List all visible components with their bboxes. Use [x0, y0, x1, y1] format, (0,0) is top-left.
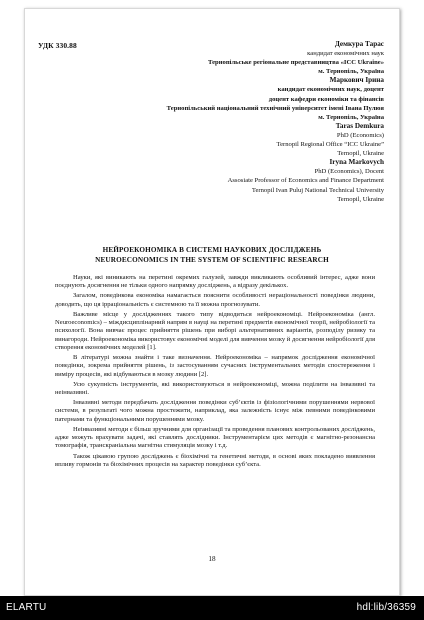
author-line: Taras Demkura: [335, 121, 384, 130]
handle-label: hdl:lib/36359: [356, 602, 416, 613]
body-paragraph: Загалом, поведінкова економіка намагається пояснити особливості нераціональності поведінки людини, доводить, що ця ірраціональність є системною та її можна прогнозувати.: [55, 292, 375, 308]
article-title-ukrainian: НЕЙРОЕКОНОМІКА В СИСТЕМІ НАУКОВИХ ДОСЛІДЖЕНЬ: [102, 246, 322, 254]
author-line: м. Тернопіль, Україна: [318, 113, 384, 121]
author-line: Ternopil, Ukraine: [337, 150, 384, 158]
author-line: Assosiate Professor of Economics and Finance Department: [227, 177, 384, 185]
author-line: Ternopil Regional Office “ICC Ukraine”: [276, 141, 384, 149]
author-line: Тернопільське регіональне представництва «ICC Ukraine»: [207, 59, 384, 67]
author-line: PhD (Economics), Docent: [314, 168, 384, 176]
viewer-footer-bar: [0, 596, 424, 620]
author-line: Ternopil, Ukraine: [337, 195, 384, 203]
article-title-english: NEUROECONOMICS IN THE SYSTEM OF SCIENTIFIC RESEARCH: [95, 256, 329, 264]
body-paragraph: Інвазивні методи передбачать дослідження поведінки суб’єктів із фізіологічними порушеннями нервової системи, в результаті чого можна простежити, наприклад, яка залежність існує між певними поведінковими патернами та функціональними порушеннями мозку.: [55, 399, 375, 423]
udc-code: УДК 330.88: [38, 41, 77, 50]
author-line: кандидат економічних наук, доцент: [277, 86, 384, 94]
repository-label: ELARTU: [6, 602, 47, 613]
body-paragraph: В літературі можна знайти і таке визначення. Нейроекономіка – напрямок дослідження економічної поведінки, зокрема прийняття рішень, із застосуванням сучасних інструментальних методів спостереження і виміру процесів, які відбуваються в мозку людини [2].: [55, 354, 375, 378]
author-line: Тернопільський національний технічний університет імені Івана Пулюя: [166, 104, 384, 112]
author-block: [84, 40, 384, 204]
author-line: Iryna Markovych: [329, 158, 384, 167]
author-line: Демкура Тарас: [334, 40, 384, 48]
author-line: PhD (Economics): [336, 131, 384, 139]
author-line: кандидат економічних наук: [307, 50, 384, 58]
body-paragraph: Науки, які виникають на перетині окремих галузей, завжди викликають особливий інтерес, адже вони поєднують досягнення не тільки одного напрямку досліджень, а відразу декількох.: [55, 274, 375, 290]
article-body: [55, 274, 375, 471]
body-paragraph: Усю сукупність інструментів, які використовуються в нейроекономіці, можна поділити на інвазивні та неінвазивні.: [55, 380, 375, 397]
author-line: Маркович Ірина: [329, 76, 384, 85]
page-number: 18: [208, 555, 216, 563]
author-line: доцент кафедри економіки та фінансів: [268, 95, 384, 103]
author-line: Ternopil Ivan Puluj National Technical University: [251, 186, 384, 194]
body-paragraph: Також цікавою групою досліджень є біохімічні та генетичні методи, в основі яких покладено виявлення впливу гормонів та біохімічних процесів на характер поведінки суб’єкта.: [55, 452, 375, 468]
body-paragraph: Неінвазивні методи є більш зручними для організації та проведення планових контрольованих досліджень, адже можуть врахувати задачі, які ставлять дослідники. Інструментарієм цих методів є магнітно-резонансна томографія, транскраніальна магнітна стимуляція мозку і т.д.: [55, 425, 375, 450]
author-line: м. Тернопіль, Україна: [318, 68, 384, 76]
body-paragraph: Важливе місце у дослідженнях такого типу відводиться нейроекономіці. Нейроекономіка (англ. Neuroeconomics) – міждисциплінарний напрям в науці на перетині предметів економічної теорії, нейробіології та психології. Вона вивчає процес прийняття рішень при виборі альтернативних варіантів, розподілу ризику та винагороди. Нейроекономіка використовує економічні моделі для вивчення мозку й досягнення нейробіології для створення економічних моделей [1].: [55, 310, 375, 351]
